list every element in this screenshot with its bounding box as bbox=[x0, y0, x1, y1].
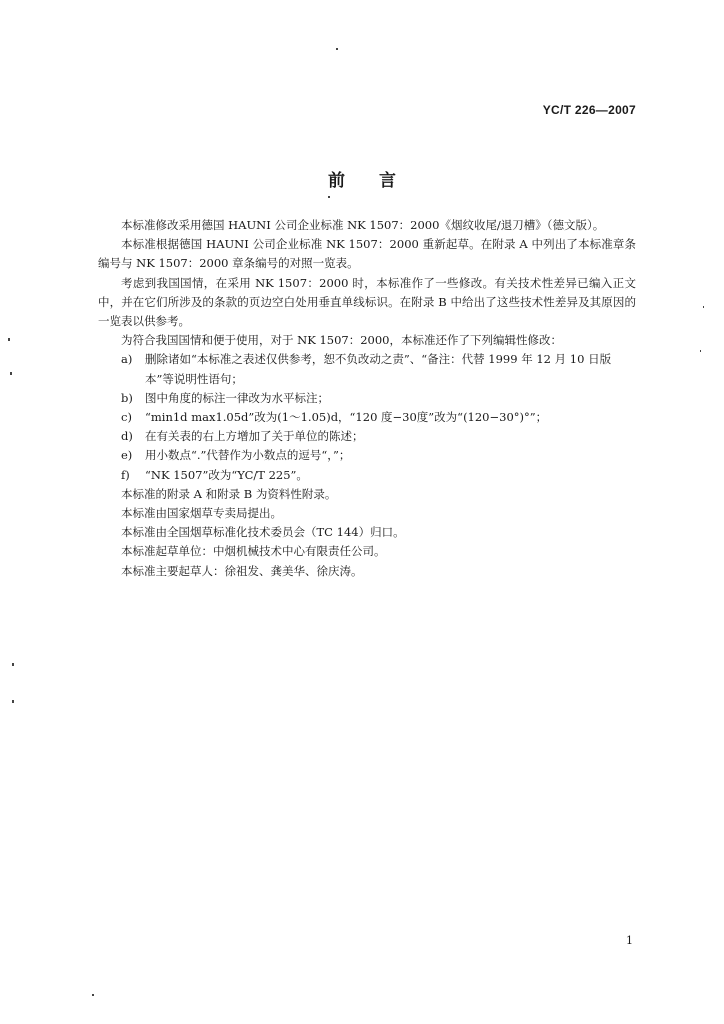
paragraph: 本标准主要起草人：徐祖发、龚美华、徐庆涛。 bbox=[121, 563, 363, 578]
list-item bbox=[98, 389, 636, 408]
scan-speck bbox=[10, 372, 12, 375]
paragraph: 考虑到我国国情，在采用 NK 1507：2000 时，本标准作了一些修改。有关技术性差异已编入正文中，并在它们所涉及的条款的页边空白处用垂直单线标识。在附录 B 中给出了这些技术性差异及其原因的一览表以供参考。 bbox=[98, 275, 636, 329]
scan-speck bbox=[12, 700, 14, 703]
list-item-text: 在有关表的右上方增加了关于单位的陈述； bbox=[145, 429, 364, 444]
list-item-label: d) bbox=[121, 429, 133, 444]
foreword-body bbox=[98, 216, 636, 581]
paragraph: 本标准起草单位：中烟机械技术中心有限责任公司。 bbox=[121, 544, 386, 559]
page-number: 1 bbox=[626, 934, 633, 947]
list-item-text: 图中角度的标注一律改为水平标注； bbox=[145, 390, 329, 405]
list-item-text: “NK 1507”改为“YC/T 225”。 bbox=[145, 467, 308, 482]
scan-speck bbox=[328, 196, 330, 198]
paragraph: 为符合我国国情和便于使用，对于 NK 1507：2000，本标准还作了下列编辑性修改： bbox=[121, 333, 562, 348]
page-title: 前言 bbox=[328, 171, 430, 191]
list-item bbox=[98, 427, 636, 446]
list-item-label: b) bbox=[121, 390, 133, 405]
paragraph: 本标准的附录 A 和附录 B 为资料性附录。 bbox=[121, 486, 337, 501]
paragraph: 本标准由国家烟草专卖局提出。 bbox=[121, 506, 282, 521]
list-item-text: 删除诸如“本标准之表述仅供参考，恕不负改动之责”、“备注：代替 1999 年 12 月 10 日版本”等说明性语句； bbox=[145, 352, 612, 386]
scan-speck bbox=[336, 48, 338, 50]
scan-speck bbox=[700, 350, 701, 352]
scan-speck bbox=[8, 338, 10, 341]
list-item bbox=[98, 408, 636, 427]
list-item bbox=[98, 466, 636, 485]
list-item-text: 用小数点“.”代替作为小数点的逗号“，”； bbox=[145, 448, 351, 463]
list-item bbox=[98, 350, 636, 388]
scan-speck bbox=[12, 663, 14, 666]
scan-speck bbox=[92, 994, 94, 996]
paragraph: 本标准根据德国 HAUNI 公司企业标准 NK 1507：2000 重新起草。在附录 A 中列出了本标准章条编号与 NK 1507：2000 章条编号的对照一览表。 bbox=[98, 237, 636, 271]
standard-code: YC/T 226—2007 bbox=[542, 103, 636, 117]
list-item-label: c) bbox=[121, 410, 132, 425]
scan-speck bbox=[703, 306, 704, 308]
list-item-label: f) bbox=[121, 467, 130, 482]
paragraph: 本标准修改采用德国 HAUNI 公司企业标准 NK 1507：2000《烟纹收尾/退刀槽》（德文版）。 bbox=[121, 218, 605, 232]
list-item-label: a) bbox=[121, 352, 133, 367]
list-item bbox=[98, 446, 636, 465]
list-item-text: “min1d max1.05d”改为(1～1.05)d，“120 度−30度”改为“(120−30°)°”； bbox=[145, 410, 548, 425]
paragraph: 本标准由全国烟草标准化技术委员会（TC 144）归口。 bbox=[121, 525, 405, 540]
list-item-label: e) bbox=[121, 448, 133, 463]
